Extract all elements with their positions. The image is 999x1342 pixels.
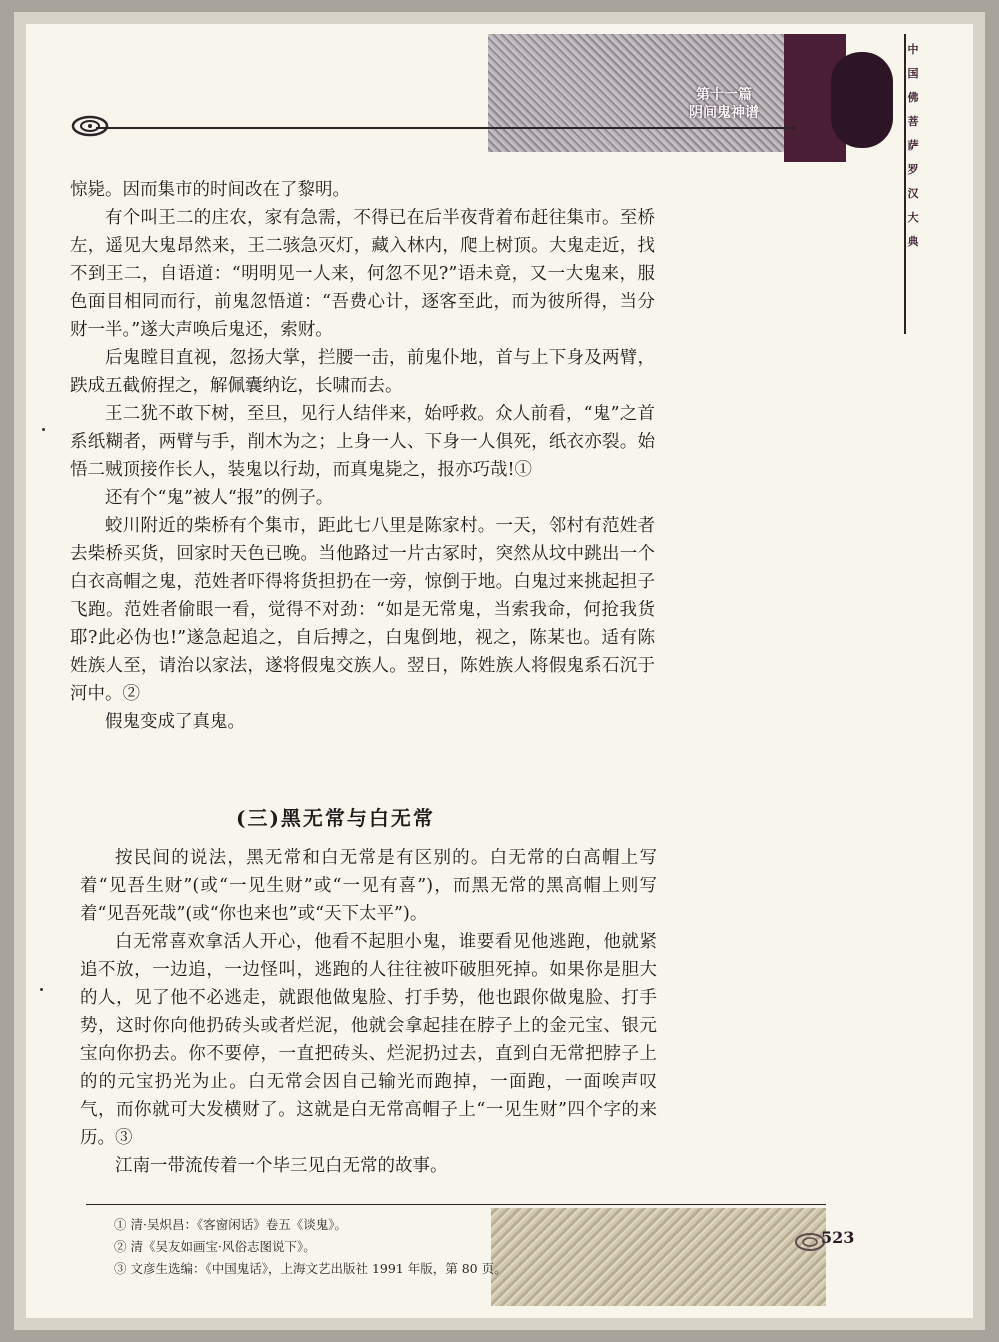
header-ornament	[831, 52, 893, 148]
side-book-title: 中国佛菩萨罗汉大典	[907, 43, 919, 248]
scan-speck	[40, 988, 43, 991]
footnote: ② 清《吴友如画宝·风俗志图说下》。	[114, 1239, 316, 1254]
scan-speck	[42, 428, 45, 431]
paragraph: 王二犹不敢下树，至旦，见行人结伴来，始呼救。众人前看，“鬼”之首系纸糊者，两臂与手，削木为之；上身一人、下身一人俱死，纸衣亦裂。始悟二贼顶接作长人，装鬼以行劫，而真鬼毙之，报亦巧哉!①	[70, 404, 655, 480]
page-number: 523	[821, 1228, 855, 1247]
main-text-part2	[80, 844, 657, 1180]
paragraph: 蛟川附近的柴桥有个集市，距此七八里是陈家村。一天，邻村有范姓者去柴桥买货，回家时天色已晚。当他路过一片古冢时，突然从坟中跳出一个白衣高帽之鬼，范姓者吓得将货担扔在一旁，惊倒于地。白鬼过来挑起担子飞跑。范姓者偷眼一看，觉得不对劲：“如是无常鬼，当索我命，何抢我货耶?此必伪也!”遂急起追之，自后搏之，白鬼倒地，视之，陈某也。适有陈姓族人至，请治以家法，遂将假鬼交族人。翌日，陈姓族人将假鬼系石沉于河中。②	[70, 516, 655, 704]
cloud-ornament-icon	[70, 114, 110, 138]
paragraph: 惊毙。因而集市的时间改在了黎明。	[70, 180, 350, 200]
paragraph: 白无常喜欢拿活人开心，他看不起胆小鬼，谁要看见他逃跑，他就紧追不放，一边追，一边怪叫，逃跑的人往往被吓破胆死掉。如果你是胆大的人，见了他不必逃走，就跟他做鬼脸、打手势，他也跟你做鬼脸、打手势，这时你向他扔砖头或者烂泥，他就会拿起挂在脖子上的金元宝、银元宝向你扔去。你不要停，一直把砖头、烂泥扔过去，直到白无常把脖子上的的元宝扔光为止。白无常会因自己输光而跑掉，一面跑，一面唉声叹气，而你就可大发横财了。这就是白无常高帽子上“一见生财”四个字的来历。③	[80, 932, 657, 1148]
footnote: ③ 文彦生选编：《中国鬼话》，上海文艺出版社 1991 年版，第 80 页。	[114, 1261, 507, 1276]
paragraph: 有个叫王二的庄农，家有急需，不得已在后半夜背着布赶往集市。至桥左，遥见大鬼昂然来，王二骇急灭灯，藏入林内，爬上树顶。大鬼走近，找不到王二，自语道：“明明见一人来，何忽不见?”语未竟，又一大鬼来，服色面目相同而行，前鬼忽悟道：“吾费心计，逐客至此，而为彼所得，当分财一半。”遂大声唤后鬼还，索财。	[70, 208, 655, 340]
footnotes	[114, 1214, 754, 1280]
footnote-rule	[86, 1204, 826, 1205]
book-page	[26, 24, 973, 1318]
paragraph: 江南一带流传着一个毕三见白无常的故事。	[115, 1156, 448, 1176]
paragraph: 按民间的说法，黑无常和白无常是有区别的。白无常的白高帽上写着“见吾生财”(或“一见生财”或“一见有喜”)，而黑无常的黑高帽上则写着“见吾死哉”(或“你也来也”或“天下太平”)。	[80, 848, 657, 924]
paragraph: 还有个“鬼”被人“报”的例子。	[105, 488, 334, 508]
paragraph: 假鬼变成了真鬼。	[105, 712, 245, 732]
paragraph: 后鬼瞠目直视，忽扬大掌，拦腰一击，前鬼仆地，首与上下身及两臂，跌成五截俯捏之，解佩囊纳讫，长啸而去。	[70, 348, 655, 396]
main-text-part1	[70, 176, 655, 736]
section-title: (三)黑无常与白无常	[236, 806, 435, 830]
footnote: ① 清·吴炽昌：《客窗闲话》卷五《谈鬼》。	[114, 1217, 347, 1232]
header-rule	[96, 127, 796, 129]
chapter-number: 第十一篇	[696, 87, 752, 103]
chapter-subtitle: 阴间鬼神谱	[689, 105, 759, 121]
chapter-heading	[654, 86, 794, 122]
